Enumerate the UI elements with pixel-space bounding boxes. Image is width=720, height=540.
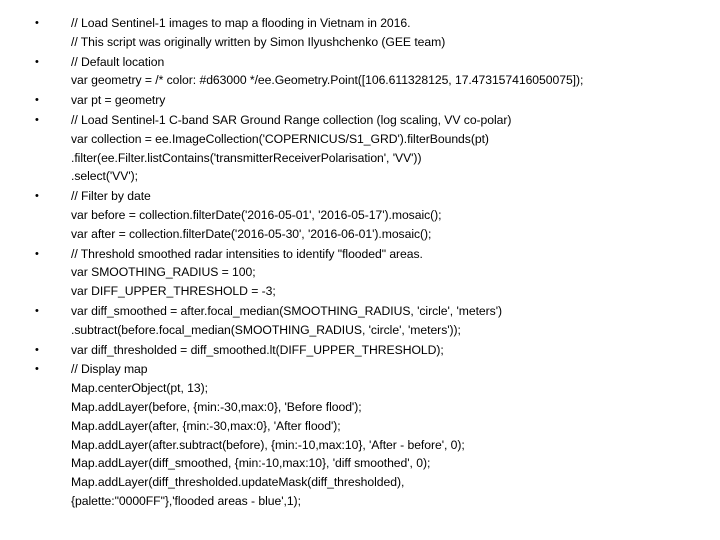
code-bullet-list — [34, 14, 704, 512]
code-line: var SMOOTHING_RADIUS = 100; — [71, 265, 256, 280]
bullet-dot-icon: • — [35, 94, 39, 107]
code-block — [71, 360, 704, 510]
bullet-dot-icon: • — [35, 17, 39, 29]
code-line: Map.addLayer(diff_thresholded.updateMask(diff_thresholded), — [71, 475, 405, 490]
code-line: // Display map — [71, 362, 148, 377]
code-line: // Threshold smoothed radar intensities to identify "flooded" areas. — [71, 246, 423, 261]
code-line: var before = collection.filterDate('2016-05-01', '2016-05-17').mosaic(); — [71, 207, 442, 222]
code-line: Map.addLayer(before, {min:-30,max:0}, 'Before flood'); — [71, 399, 362, 414]
bullet-item — [34, 111, 704, 186]
bullet-dot-icon: • — [35, 190, 39, 203]
code-line: .subtract(before.focal_median(SMOOTHING_RADIUS, 'circle', 'meters')); — [71, 322, 461, 337]
code-line: var collection = ee.ImageCollection('COPERNICUS/S1_GRD').filterBounds(pt) — [71, 131, 489, 146]
bullet-item — [34, 302, 704, 340]
code-line: var diff_smoothed = after.focal_median(SMOOTHING_RADIUS, 'circle', 'meters') — [71, 303, 502, 318]
code-block — [71, 187, 704, 243]
bullet-dot-icon: • — [35, 55, 39, 68]
bullet-item — [34, 53, 704, 91]
code-block — [71, 53, 704, 91]
code-line: // Load Sentinel-1 C-band SAR Ground Range collection (log scaling, VV co-polar) — [71, 112, 512, 127]
code-line: .select('VV'); — [71, 169, 138, 184]
bullet-item — [34, 245, 704, 301]
code-line: Map.centerObject(pt, 13); — [71, 381, 208, 396]
code-line: var DIFF_UPPER_THRESHOLD = -3; — [71, 284, 276, 299]
code-line: {palette:"0000FF"},'flooded areas - blue',1); — [71, 493, 301, 508]
code-line: Map.addLayer(after, {min:-30,max:0}, 'After flood'); — [71, 418, 341, 433]
code-line: var diff_thresholded = diff_smoothed.lt(DIFF_UPPER_THRESHOLD); — [71, 342, 444, 357]
bullet-item — [34, 91, 704, 110]
code-block — [71, 302, 704, 340]
code-block — [71, 91, 704, 110]
code-line: Map.addLayer(after.subtract(before), {min:-10,max:10}, 'After - before', 0); — [71, 437, 465, 452]
bullet-item — [34, 360, 704, 510]
code-block — [71, 341, 704, 360]
code-line: .filter(ee.Filter.listContains('transmitterReceiverPolarisation', 'VV')) — [71, 150, 422, 165]
bullet-item — [34, 187, 704, 243]
code-block — [71, 245, 704, 301]
code-block — [71, 111, 704, 186]
code-line: // Load Sentinel-1 images to map a flooding in Vietnam in 2016. — [71, 16, 411, 30]
code-line: // Filter by date — [71, 189, 151, 204]
code-line: var geometry = /* color: #d63000 */ee.Geometry.Point([106.611328125, 17.473157416050075]); — [71, 73, 584, 88]
bullet-dot-icon: • — [35, 304, 39, 317]
bullet-item — [34, 341, 704, 360]
code-line: Map.addLayer(diff_smoothed, {min:-10,max:10}, 'diff smoothed', 0); — [71, 456, 431, 471]
bullet-item — [34, 14, 704, 52]
bullet-dot-icon: • — [35, 247, 39, 260]
bullet-dot-icon: • — [35, 343, 39, 356]
code-block — [71, 14, 704, 52]
bullet-dot-icon: • — [35, 363, 39, 376]
bullet-dot-icon: • — [35, 113, 39, 126]
code-line: // This script was originally written by Simon Ilyushchenko (GEE team) — [71, 34, 446, 49]
code-line: var pt = geometry — [71, 93, 166, 108]
code-line: var after = collection.filterDate('2016-05-30', '2016-06-01').mosaic(); — [71, 226, 432, 241]
code-line: // Default location — [71, 54, 165, 69]
